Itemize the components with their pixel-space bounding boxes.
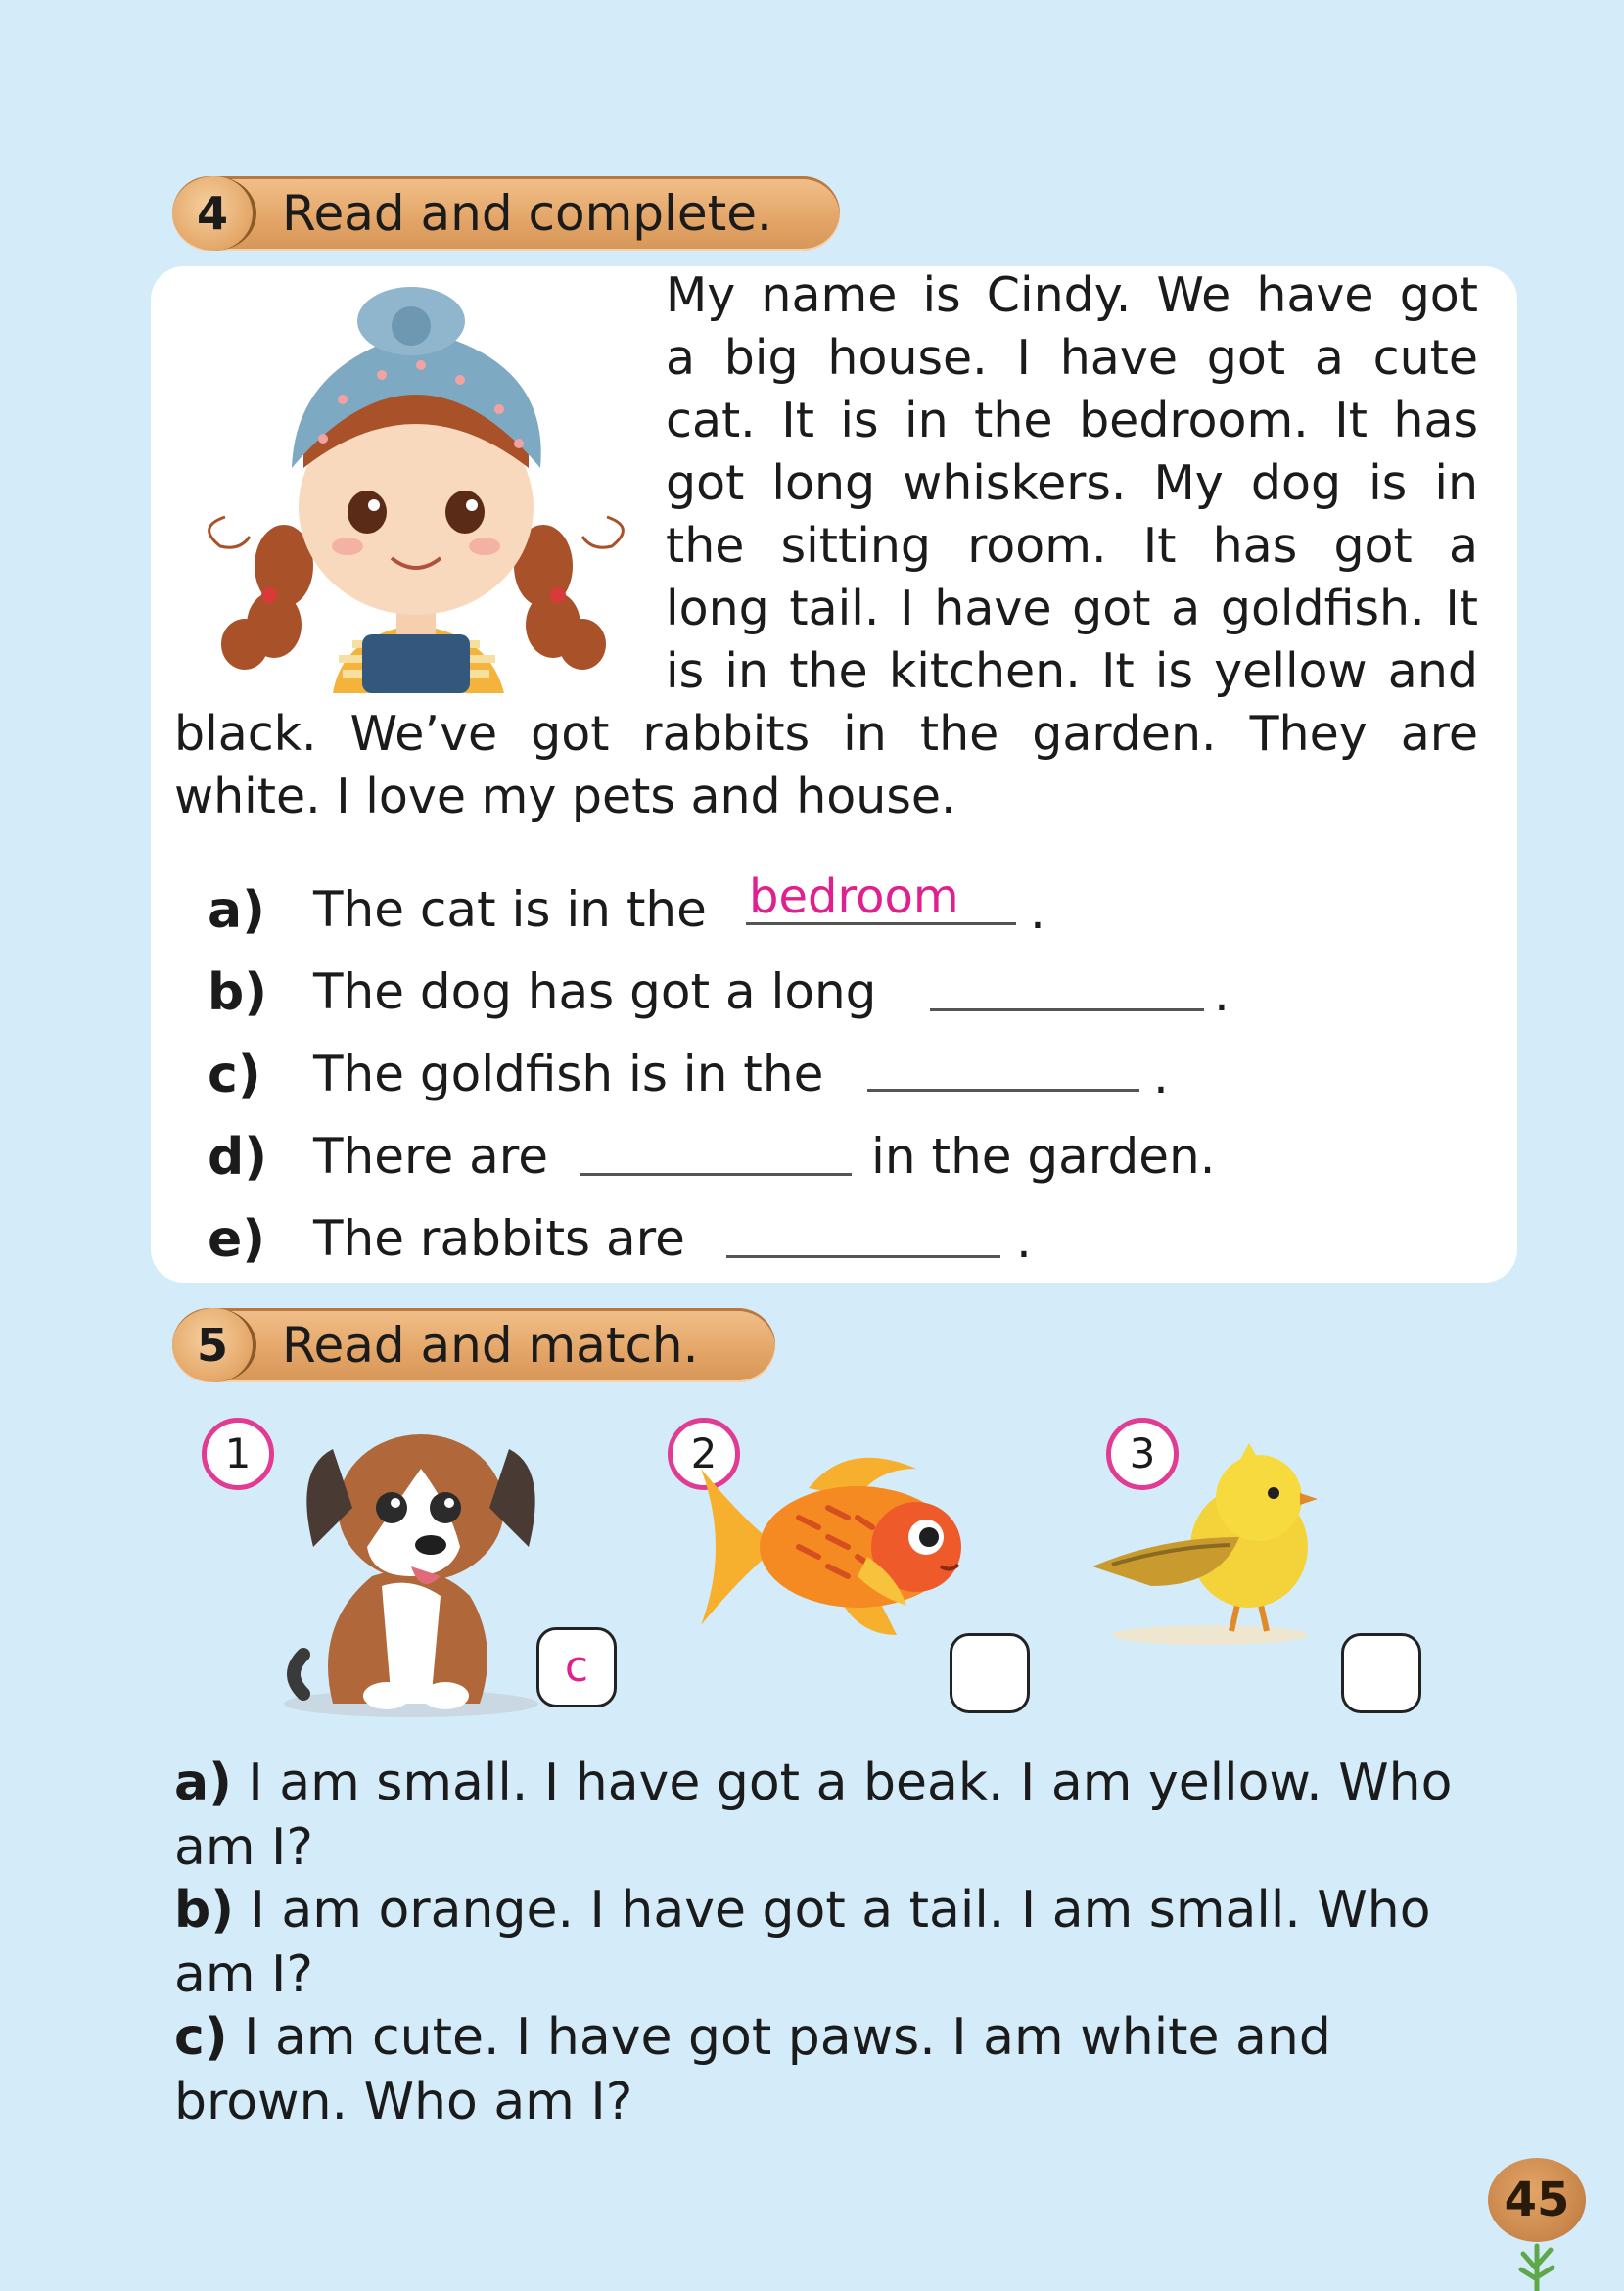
question-e-end: . <box>1016 1212 1032 1269</box>
riddle-a-text: I am small. I have got a beak. I am yellow. Who <box>248 1753 1453 1812</box>
question-c-text: The goldfish is in the <box>313 1046 824 1102</box>
question-b-letter: b) <box>208 963 267 1022</box>
riddle-b <box>174 1878 1431 1942</box>
passage-line: black. We’ve got rabbits in the garden. They are <box>174 706 1478 762</box>
question-c-blank[interactable] <box>867 1089 1139 1092</box>
question-b-text: The dog has got a long <box>313 963 877 1020</box>
passage-line: a big house. I have got a cute <box>666 330 1478 386</box>
dog-illustration <box>274 1410 548 1723</box>
passage-line: is in the kitchen. It is yellow and <box>666 643 1478 699</box>
question-a-text: The cat is in the <box>313 881 707 938</box>
section-4-header <box>172 176 840 251</box>
picture-2-answer-box[interactable] <box>950 1633 1030 1713</box>
riddle-c-line2: brown. Who am I? <box>174 2073 633 2131</box>
passage-line: My name is Cindy. We have got <box>666 267 1478 323</box>
question-a-letter: a) <box>208 881 265 940</box>
riddle-c <box>174 2005 1331 2070</box>
riddle-a <box>174 1751 1452 1815</box>
section-4-number: 4 <box>172 176 256 251</box>
bird-illustration <box>1092 1439 1318 1655</box>
question-a-blank[interactable] <box>746 922 1016 925</box>
section-5-header <box>172 1308 775 1382</box>
picture-3-answer-box[interactable] <box>1341 1633 1421 1713</box>
question-e-blank[interactable] <box>726 1255 1000 1258</box>
question-c-end: . <box>1153 1048 1169 1104</box>
question-d-letter: d) <box>208 1128 267 1187</box>
question-c-letter: c) <box>208 1046 261 1104</box>
picture-3-number: 3 <box>1106 1418 1179 1490</box>
passage-line: got long whiskers. My dog is in <box>666 455 1478 511</box>
passage-line: white. I love my pets and house. <box>174 769 956 824</box>
question-d-blank[interactable] <box>580 1173 852 1176</box>
grass-icon <box>1515 2240 1558 2291</box>
question-a-end: . <box>1030 883 1045 940</box>
question-e-text: The rabbits are <box>313 1210 685 1267</box>
girl-illustration <box>206 272 636 693</box>
passage-line: long tail. I have got a goldfish. It <box>666 581 1478 636</box>
section-5-number: 5 <box>172 1308 256 1382</box>
picture-1-number: 1 <box>202 1418 274 1490</box>
riddle-a-letter: a) <box>174 1753 232 1812</box>
picture-1-answer-box[interactable]: c <box>536 1627 617 1707</box>
riddle-c-text: I am cute. I have got paws. I am white and <box>244 2008 1331 2067</box>
picture-2-number: 2 <box>668 1418 740 1490</box>
question-b-end: . <box>1214 965 1230 1022</box>
passage-line: cat. It is in the bedroom. It has <box>666 393 1478 448</box>
question-e-letter: e) <box>208 1210 266 1269</box>
riddle-b-line2: am I? <box>174 1945 313 2004</box>
riddle-a-line2: am I? <box>174 1818 313 1877</box>
question-d-end: in the garden. <box>871 1128 1216 1185</box>
section-4-title: Read and complete. <box>282 185 772 242</box>
question-b-blank[interactable] <box>930 1008 1204 1011</box>
section-5-title: Read and match. <box>282 1317 699 1374</box>
question-d-text: There are <box>313 1128 548 1185</box>
question-a-answer[interactable]: bedroom <box>749 869 959 924</box>
riddle-b-letter: b) <box>174 1881 234 1940</box>
riddle-b-text: I am orange. I have got a tail. I am small. Who <box>250 1881 1431 1940</box>
page-number: 45 <box>1488 2158 1586 2242</box>
goldfish-illustration <box>691 1449 975 1645</box>
passage-line: the sitting room. It has got a <box>666 518 1478 574</box>
riddle-c-letter: c) <box>174 2008 228 2067</box>
